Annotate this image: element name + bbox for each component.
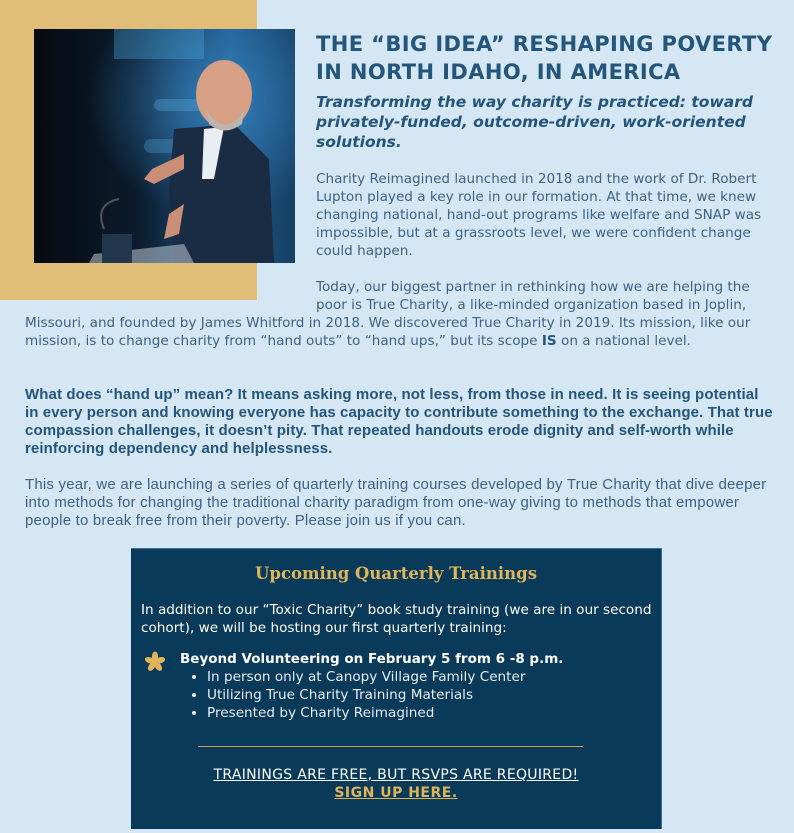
emphasis-is: IS	[541, 333, 557, 349]
event-detail-item: • Utilizing True Charity Training Materials	[207, 686, 525, 704]
true-charity-text-end: on a national level.	[556, 333, 692, 349]
sign-up-link[interactable]: SIGN UP HERE.	[334, 785, 458, 801]
training-announcement-paragraph: This year, we are launching a series of quarterly training courses developed by True Charity that dive deeper into methods for changing the traditional charity paradigm from one-way giving to methods that empower people to break free from their poverty. Please join us if you can.	[25, 476, 767, 529]
event-detail-item: • Presented by Charity Reimagined	[207, 704, 525, 722]
event-title: Beyond Volunteering on February 5 from 6 -8 p.m.	[180, 651, 564, 667]
trainings-panel	[131, 548, 662, 829]
true-charity-text: Today, our biggest partner in rethinking how we are helping the poor is True Charity, a like-minded organization based in Joplin, Missouri, and founded by James Whitford in 2018. We discovered True Charity in 2019. Its mission, like our mission, is to change charity from “hand outs” to “hand ups,” but its scope	[25, 279, 751, 349]
speaker-photo-illustration	[34, 29, 295, 263]
gold-divider	[198, 746, 583, 747]
intro-paragraph: Charity Reimagined launched in 2018 and the work of Dr. Robert Lupton played a key role in our formation. At that time, we knew changing national, hand-out programs like welfare and SNAP was impossible, but at a grassroots level, we were confident change could happen.	[316, 171, 762, 259]
trainings-title: Upcoming Quarterly Trainings	[255, 564, 537, 583]
hand-up-paragraph: What does “hand up” mean? It means asking more, not less, from those in need. It is seeing potential in every person and knowing everyone has capacity to contribute something to the exchange. That true compassion challenges, it doesn’t pity. That repeated handouts erode dignity and self-worth while reinforcing dependency and helplessness.	[25, 386, 773, 457]
event-detail-item: • In person only at Canopy Village Family Center	[207, 668, 525, 686]
trainings-intro: In addition to our “Toxic Charity” book study training (we are in our second cohort), we will be hosting our first quarterly training:	[141, 602, 652, 636]
asterisk-flower-icon	[144, 651, 166, 673]
speaker-photo	[34, 29, 295, 263]
signup-container	[131, 785, 661, 801]
event-details-list	[189, 668, 525, 722]
page-title: THE “BIG IDEA” RESHAPING POVERTY IN NORTH IDAHO, IN AMERICA	[316, 32, 773, 84]
page-subtitle: Transforming the way charity is practiced: toward privately-funded, outcome-driven, work-oriented solutions.	[316, 93, 753, 151]
rsvp-link[interactable]: TRAININGS ARE FREE, BUT RSVPS ARE REQUIRED!	[213, 767, 579, 783]
true-charity-paragraph	[25, 278, 775, 350]
